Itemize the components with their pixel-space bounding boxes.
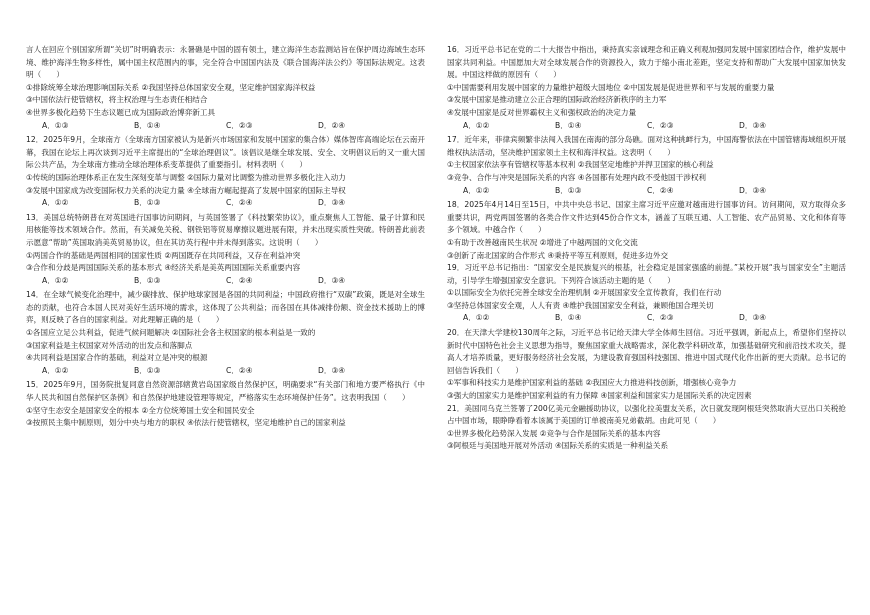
- question-stem: 16．习近平总书记在党的二十大报告中指出，秉持真实亲诚理念和正确义利观加强同发展中国家团结合作，维护发展中国家共同利益。中国愿加大对全球发展合作的资源投入，致力于缩小南北差距，坚定支持和帮助广大发展中国家加快发展。中国这样做的原因有（ ）: [447, 45, 846, 80]
- statement-option: ③强大的国家实力是维护国家利益的有力保障 ④国家利益和国家实力是国际关系的决定因素: [447, 391, 752, 401]
- answer-choice: D．③④: [739, 313, 767, 323]
- answer-choice: D．③④: [318, 275, 346, 285]
- answer-choice: B．①④: [555, 120, 582, 130]
- question-stem: 19．习近平总书记指出：“国家安全是民族复兴的根基，社会稳定是国家强盛的前提。”某校开展“我与国家安全”主题活动，引导学生增强国家安全意识。下列符合该活动主题的是（ ）: [447, 263, 846, 285]
- answer-choices: [26, 275, 425, 288]
- answer-choice: C．②④: [226, 275, 253, 285]
- left-column: [26, 44, 425, 615]
- answer-choice: B．①③: [134, 275, 161, 285]
- answer-choice: A．①②: [463, 185, 490, 195]
- statement-option: ③发展中国家成为改变国际权力关系的决定力量 ④全球南方崛起提高了发展中国家的国际主导权: [26, 185, 346, 195]
- answer-choice: D．③④: [318, 198, 346, 208]
- question-stem: 17．近年来，菲律宾频繁非法闯入我国在南海的部分岛礁。面对这种挑衅行为，中国海警依法在中国管辖海域组织开展维权执法活动，坚决维护国家领土主权和海洋权益。这表明（ ）: [447, 135, 846, 157]
- statement-option: ①世界多极化趋势深入发展 ②竞争与合作是国际关系的基本内容: [447, 428, 661, 438]
- statement-option: ①有助于改善越南民生状况 ②增进了中越两国的文化交流: [447, 237, 638, 247]
- answer-choice: C．②③: [647, 120, 674, 130]
- question-stem: 12．2025年9月，全球南方（全球南方国家被认为是新兴市场国家和发展中国家的集合体）媒体智库高端论坛在云南开幕，我国在论坛上再次谈到习近平主席提出的“全球治理倡议”。该倡议是继全球发展、安全、文明倡议后的又一重大国际公共产品，为全球南方推动全球治理体系变革提供了重要指引。材料表明（ ）: [26, 135, 425, 170]
- answer-choices: [26, 365, 425, 378]
- statement-option: ④发展中国家是反对世界霸权主义和强权政治的决定力量: [447, 107, 637, 117]
- question-stem: 21．美国同乌克兰签署了200亿美元金融援助协议，以强化拉美盟友关系，次日就发现阿根廷突然取消大豆出口关税抢占中国市场，眼睁睁看着本该属于美国的订单被南美兄弟截胡。由此可见（ ）: [447, 403, 846, 426]
- statement-option: ④世界多极化趋势下生态议题已成为国际政治博弈新工具: [26, 107, 216, 117]
- question-q11-tail: [26, 44, 425, 132]
- answer-choice: A．①②: [463, 120, 490, 130]
- statement-option: ③合作和分歧是两国国际关系的基本形式 ④经济关系是美英两国国际关系重要内容: [26, 263, 301, 273]
- statement-option: ①以国际安全为依托完善全球安全治理机制 ②开展国家安全宣传教育，我们在行动: [447, 288, 722, 298]
- answer-choice: D．②④: [318, 120, 346, 130]
- answer-choice: C．②④: [226, 198, 253, 208]
- answer-choice: A．①②: [42, 275, 69, 285]
- statement-option: ①主权国家依法享有管辖权等基本权利 ②我国坚定地维护并捍卫国家的核心利益: [447, 160, 714, 170]
- answer-choice: C．②④: [647, 185, 674, 195]
- statement-option: ③创新了南北国家的合作形式 ④秉持平等互利原则，促进多边外交: [447, 250, 669, 260]
- statement-option: ③阿根廷与美国地开展对外活动 ④国际关系的实质是一种利益关系: [447, 441, 669, 451]
- question-q21: [447, 403, 846, 453]
- question-q16: [447, 44, 846, 132]
- question-q20: [447, 327, 846, 403]
- statement-option: ③按照民主集中制原则，划分中央与地方的职权 ④依法行使管辖权，坚定地维护自己的国家利益: [26, 418, 346, 428]
- statement-option: ③国家利益是主权国家对外活动的出发点和落脚点: [26, 340, 193, 350]
- answer-choices: [447, 120, 846, 133]
- question-stem: 14．在全球气候变化治理中，减少碳排放、保护地球家园是各国的共同利益；中国政府推行“双碳”政策，既是对全球生态的贡献，也符合本国人民对美好生活环境的需求，这体现了公共利益；而各国在具体减排份额、资金技术援助上的博弈，则反映了各自的国家利益。对此理解正确的是（ ）: [26, 290, 425, 325]
- answer-choice: A．①③: [42, 120, 69, 130]
- question-q14: [26, 289, 425, 377]
- answer-choice: D．③④: [739, 185, 767, 195]
- question-stem: 18．2025年4月14日至15日，中共中央总书记、国家主席习近平应邀对越南进行国事访问。访问期间，双方取得众多重要共识，两党两国签署的各类合作文件达到45份合作文本，涵盖了互联互通、人工智能、农产品贸易、文化和体育等多个领域。中越合作（ ）: [447, 200, 846, 235]
- question-stem: 20．在天津大学建校130周年之际，习近平总书记给天津大学全体师生回信。习近平强调，新起点上，希望你们坚持以新时代中国特色社会主义思想为指导，聚焦国家重大战略需求，深化教学科研改革，加强基础研究和前沿技术攻关，提高人才培养质量，更好服务经济社会发展，为建设教育强国科技强国、推进中国式现代化作出新的更大贡献。总书记的回信告诉我们（ ）: [447, 328, 846, 375]
- question-stem: 13．美国总统特朗普在对英国进行国事访问期间，与英国签署了《科技繁荣协议》，重点聚焦人工智能、量子计算和民用核能等技术领域合作。然而，有关减免关税、钢铁铝等贸易摩擦议题进展有限，并未出现实质性突破。特朗普此前表示愿意“帮助”英国取消美英贸易协议，但在其访英行程中并未得到落实。这说明（ ）: [26, 212, 425, 247]
- right-column: [447, 44, 846, 615]
- answer-choice: C．②④: [226, 365, 253, 375]
- question-stem: 言人在回应个别国家所谓“关切”时明确表示：永暑礁是中国的固有领土，建立海洋生态监测站旨在保护周边海域生态环境、维护海洋生物多样性，属中国主权范围内的事，完全符合中国国内法及《联合国海洋法公约》等国际法规定。这表明（ ）: [26, 45, 425, 80]
- statement-option: ③发展中国家是推动建立公正合理的国际政治经济新秩序的主力军: [447, 95, 667, 105]
- answer-choice: A．①②: [42, 365, 69, 375]
- statement-option: ③竞争、合作与冲突是国际关系的内容 ④各国都有处理内政不受他国干涉权利: [447, 172, 707, 182]
- answer-choice: D．③④: [318, 365, 346, 375]
- answer-choice: C．②③: [226, 120, 253, 130]
- statement-option: ①两国合作的基础是两国相同的国家性质 ②两国既存在共同利益，又存在利益冲突: [26, 250, 301, 260]
- question-q19: [447, 262, 846, 325]
- answer-choice: C．②③: [647, 313, 674, 323]
- question-stem: 15．2025年9月，国务院批复同意自然资源部辖黄岩岛国家级自然保护区，明确要求“有关部门和地方要严格执行《中华人民共和国自然保护区条例》和自然保护地建设管理等规定，严格落实生态环境保护任务”。这表明我国（ ）: [26, 380, 425, 403]
- statement-option: ③坚持总体国家安全观，人人有责 ④维护我国国家安全利益，兼顾他国合理关切: [447, 300, 714, 310]
- answer-choices: [447, 312, 846, 325]
- answer-choices: [447, 185, 846, 198]
- statement-option: ①中国需要利用发展中国家的力量维护超级大国地位 ②中国发展是促进世界和平与发展的重要力量: [447, 82, 775, 92]
- answer-choice: D．③④: [739, 120, 767, 130]
- statement-option: ③中国依法行使管辖权，将主权治理与生态责任相结合: [26, 95, 208, 105]
- answer-choice: B．①③: [134, 365, 161, 375]
- statement-option: ①各国应立足公共利益，促进气候问题解决 ②国际社会各主权国家的根本利益是一致的: [26, 328, 316, 338]
- answer-choice: B．①④: [134, 120, 161, 130]
- statement-option: ①军事和科技实力是维护国家利益的基础 ②我国应大力推进科技创新，增强核心竞争力: [447, 378, 737, 388]
- question-q18: [447, 199, 846, 262]
- answer-choice: B．①③: [134, 198, 161, 208]
- question-q17: [447, 134, 846, 197]
- question-q13: [26, 212, 425, 288]
- answer-choices: [26, 120, 425, 133]
- statement-option: ④共同利益是国家合作的基础，利益对立是冲突的根源: [26, 353, 208, 363]
- question-q15: [26, 379, 425, 429]
- statement-option: ①排除统筹全球治理影响国际关系 ②我国坚持总体国家安全观，坚定维护国家海洋权益: [26, 82, 316, 92]
- answer-choice: B．①③: [555, 185, 582, 195]
- answer-choice: A．①②: [463, 313, 490, 323]
- question-q12: [26, 134, 425, 210]
- answer-choice: A．①②: [42, 198, 69, 208]
- answer-choices: [26, 197, 425, 210]
- statement-option: ①传统的国际治理体系正在发生深刻变革与调整 ②国际力量对比调整为推动世界多极化注入动力: [26, 172, 346, 182]
- answer-choice: B．①④: [555, 313, 582, 323]
- statement-option: ①坚守生态安全是国家安全的根本 ②全方位统筹国土安全和国民安全: [26, 405, 255, 415]
